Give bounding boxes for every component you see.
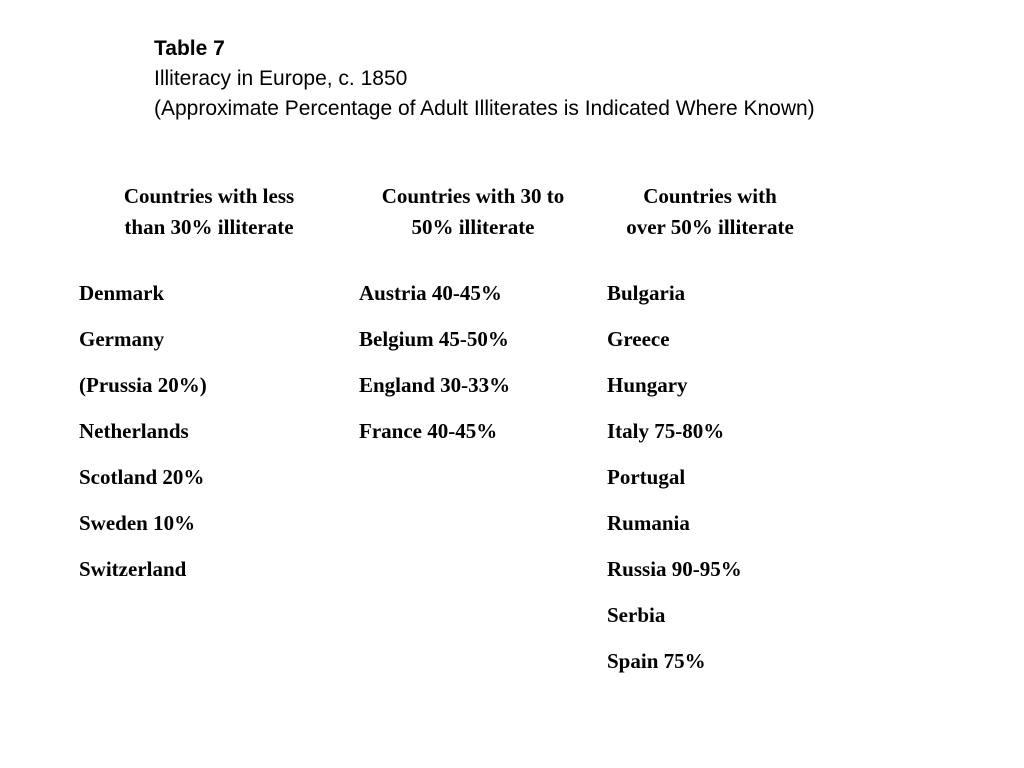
country-entry: (Prussia 20%) (79, 373, 207, 397)
table-caption (154, 34, 815, 124)
country-entry: Rumania (607, 511, 690, 535)
column-header-over-50 (604, 181, 816, 243)
country-entry: France 40-45% (359, 419, 498, 443)
table-title: Illiteracy in Europe, c. 1850 (154, 67, 408, 90)
country-entry: Greece (607, 327, 670, 351)
column-header-line: Countries with (643, 184, 777, 208)
country-list-over-50 (607, 277, 742, 691)
column-header-less-than-30 (104, 181, 314, 243)
country-entry: Italy 75-80% (607, 419, 725, 443)
column-header-line: over 50% illiterate (626, 215, 794, 239)
country-entry: Hungary (607, 373, 688, 397)
country-entry: England 30-33% (359, 373, 511, 397)
country-entry: Serbia (607, 603, 666, 627)
country-entry: Germany (79, 327, 165, 351)
column-header-line: 50% illiterate (411, 215, 535, 239)
column-header-30-to-50 (360, 181, 586, 243)
country-entry: Austria 40-45% (359, 281, 502, 305)
column-header-line: Countries with 30 to (381, 184, 565, 208)
country-entry: Switzerland (79, 557, 187, 581)
column-header-line: than 30% illiterate (124, 215, 294, 239)
country-entry: Bulgaria (607, 281, 686, 305)
country-entry: Sweden 10% (79, 511, 196, 535)
column-header-line: Countries with less (123, 184, 295, 208)
table-number: Table 7 (154, 37, 225, 60)
country-entry: Scotland 20% (79, 465, 205, 489)
country-entry: Portugal (607, 465, 686, 489)
country-entry: Netherlands (79, 419, 189, 443)
country-entry: Spain 75% (607, 649, 706, 673)
country-entry: Denmark (79, 281, 165, 305)
country-list-less-than-30 (79, 277, 207, 599)
country-entry: Russia 90-95% (607, 557, 742, 581)
country-entry: Belgium 45-50% (359, 327, 509, 351)
country-list-30-to-50 (359, 277, 510, 461)
table-subtitle: (Approximate Percentage of Adult Illiterates is Indicated Where Known) (154, 97, 815, 120)
